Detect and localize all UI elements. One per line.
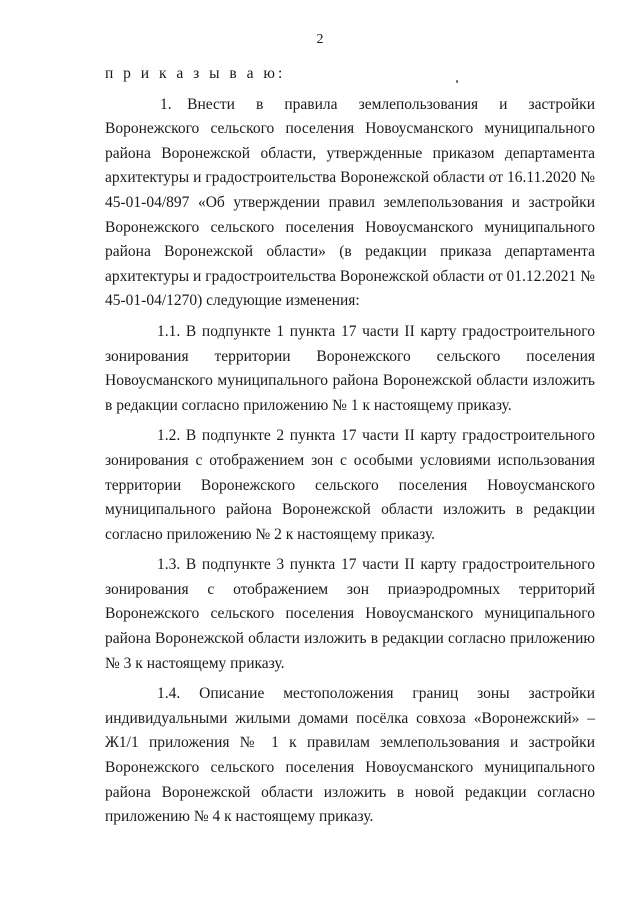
paragraph-1-4: 1.4. Описание местоположения границ зоны застройки индивидуальными жилыми домами посёлка совхоза «Воронежский» – Ж1/1 приложения № 1 к правилам землепользования и застройки Воронежского сельского поселения Новоусманского муниципального района Воронежской области изложить в новой редакции согласно приложению № 4 к настоящему приказу.: [105, 685, 595, 826]
decree-word: п р и к а з ы в а ю:: [105, 65, 286, 82]
paragraph-1-2: 1.2. В подпункте 2 пункта 17 части II карту градостроительного зонирования с отображением зон с особыми условиями использования территории Воронежского сельского поселения Новоусманского муниципального района Воронежской области изложить в редакции согласно приложению № 2 к настоящему приказу.: [105, 427, 595, 543]
paragraph-1-3: 1.3. В подпункте 3 пункта 17 части II карту градостроительного зонирования с отображением зон приаэродромных территорий Воронежского сельского поселения Новоусманского муниципального района Воронежской области изложить в редакции согласно приложению № 3 к настоящему приказу.: [105, 556, 595, 672]
document-body: [105, 62, 595, 830]
paragraph-1: 1. Внести в правила землепользования и застройки Воронежского сельского поселения Новоусманского муниципального района Воронежской области, утвержденные приказом департамента архитектуры и градостроительства Воронежской области от 16.11.2020 № 45-01-04/897 «Об утверждении правил землепользования и застройки Воронежского сельского поселения Новоусманского муниципального района Воронежской области» (в редакции приказа департамента архитектуры и градостроительства Воронежской области от 01.12.2021 № 45-01-04/1270) следующие изменения:: [105, 95, 595, 310]
paragraph-1-1: 1.1. В подпункте 1 пункта 17 части II карту градостроительного зонирования территории Воронежского сельского поселения Новоусманского муниципального района Воронежской области изложить в редакции согласно приложению № 1 к настоящему приказу.: [105, 322, 595, 414]
page-number: 2: [316, 32, 324, 47]
